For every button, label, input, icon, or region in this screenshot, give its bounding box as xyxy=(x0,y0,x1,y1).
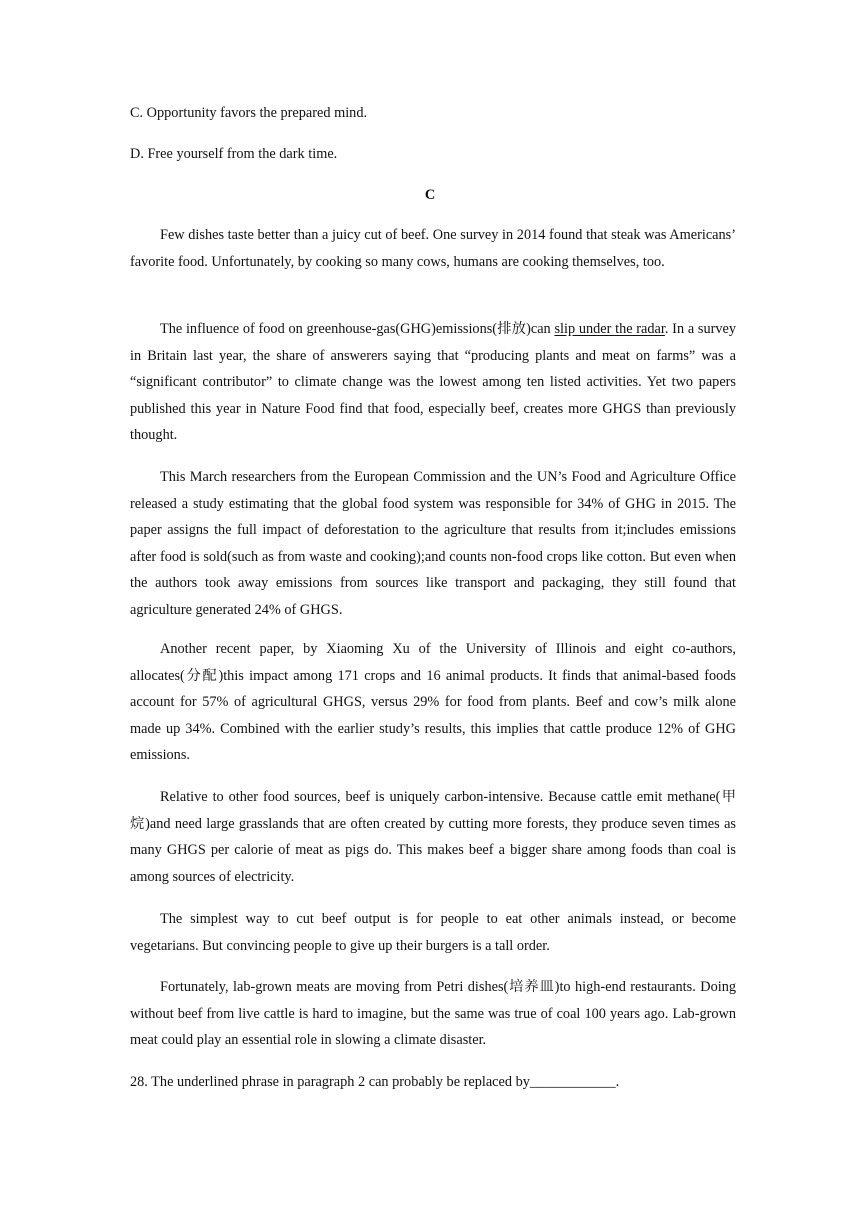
section-heading: C xyxy=(424,187,436,203)
paragraph-2-text-after: . In a survey in Britain last year, the share of answerers saying that “producing plants and meat on farms” was a “significant contributor” to climate change was the lowest among ten listed activities. Yet two papers published this year in Nature Food find that food, especially beef, creates more GHGS than previously thought. xyxy=(130,321,737,443)
paragraph-1: Few dishes taste better than a juicy cut of beef. One survey in 2014 found that steak was Americans’ favorite food. Unfortunately, by cooking so many cows, humans are cooking themselves, too. xyxy=(130,227,736,270)
paragraph-6: The simplest way to cut beef output is for people to eat other animals instead, or become vegetarians. But convincing people to give up their burgers is a tall order. xyxy=(130,911,736,954)
paragraph-5: Relative to other food sources, beef is uniquely carbon-intensive. Because cattle emit methane(甲烷)and need large grasslands that are often created by cutting more forests, they produce seven times as many GHGS per calorie of meat as pigs do. This makes beef a bigger share among foods than coal is among sources of electricity. xyxy=(130,789,736,885)
paragraph-2-text-before: The influence of food on greenhouse-gas(GHG)emissions(排放)can xyxy=(160,321,555,337)
paragraph-4: Another recent paper, by Xiaoming Xu of the University of Illinois and eight co-authors, allocates(分配)this impact among 171 crops and 16 animal products. It finds that animal-based foods account for 57% of agricultural GHGS, versus 29% for food from plants. Beef and cow’s milk alone made up 34%. Combined with the earlier study’s results, this implies that cattle produce 12% of GHG emissions. xyxy=(130,641,736,763)
question-28: 28. The underlined phrase in paragraph 2 can probably be replaced by____________. xyxy=(130,1074,620,1090)
option-c: C. Opportunity favors the prepared mind. xyxy=(130,105,368,121)
underlined-phrase: slip under the radar xyxy=(554,321,665,337)
option-d: D. Free yourself from the dark time. xyxy=(130,146,338,162)
paragraph-2 xyxy=(130,316,736,449)
paragraph-3: This March researchers from the European Commission and the UN’s Food and Agriculture Office released a study estimating that the global food system was responsible for 34% of GHG in 2015. The paper assigns the full impact of deforestation to the agriculture that results from it;includes emissions after food is sold(such as from waste and cooking);and counts non-food crops like cotton. But even when the authors took away emissions from sources like transport and packaging, they still found that agriculture generated 24% of GHGS. xyxy=(130,469,736,618)
paragraph-7: Fortunately, lab-grown meats are moving from Petri dishes(培养皿)to high-end restaurants. Doing without beef from live cattle is hard to imagine, but the same was true of coal 100 years ago. Lab-grown meat could play an essential role in slowing a climate disaster. xyxy=(130,979,736,1048)
